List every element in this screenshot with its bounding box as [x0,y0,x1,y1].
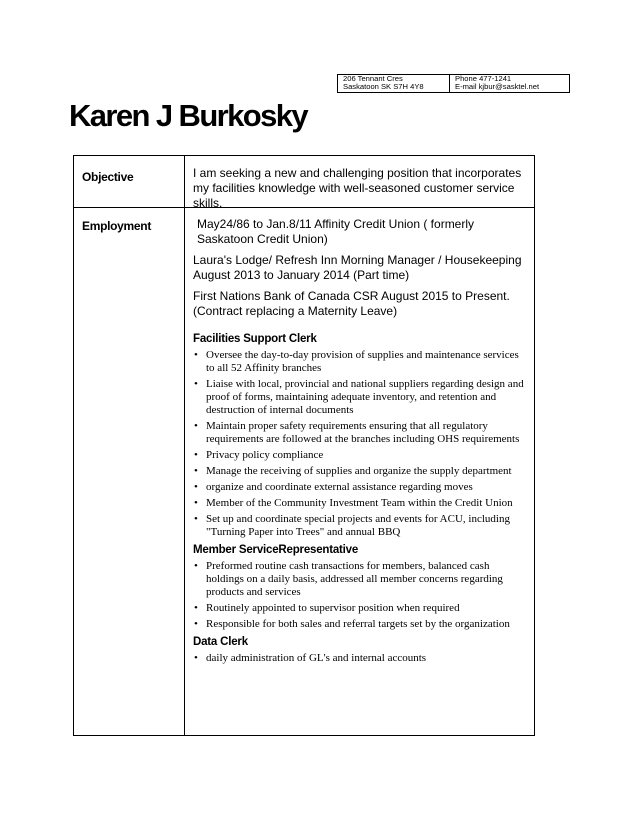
list-item: • daily administration of GL's and internal accounts [193,652,529,665]
list-item: • Set up and coordinate special projects and events for ACU, including "Turning Paper into Trees" and annual BBQ [193,513,529,539]
list-item: • Responsible for both sales and referral targets set by the organization [193,618,529,631]
address-cell [338,75,450,92]
list-item: • Liaise with local, provincial and national suppliers regarding design and proof of forms, maintaining adequate inventory, and retention and destruction of internal documents [193,378,529,417]
bullet-list [193,349,529,539]
address-line-2: Saskatoon SK S7H 4Y8 [343,82,424,91]
employment-label: Employment [82,219,152,233]
objective-text: I am seeking a new and challenging position that incorporates my facilities knowledge with well-seasoned customer service skills. [193,166,522,210]
list-item: • Member of the Community Investment Team within the Credit Union [193,497,529,510]
resume-name: Karen J Burkosky [69,98,308,133]
email: E-mail kjbur@sasktel.net [455,82,540,91]
section-title: Member ServiceRepresentative [193,544,359,556]
list-item: • Preformed routine cash transactions for members, balanced cash holdings on a daily basis, addressed all member concerns regarding products and services [193,560,529,599]
employment-entry: Laura's Lodge/ Refresh Inn Morning Manager / Housekeeping August 2013 to January 2014 (Part time) [193,253,522,282]
list-item: • organize and coordinate external assistance regarding moves [193,481,529,494]
resume-table [73,155,535,736]
contact-box [337,74,570,93]
list-item: • Privacy policy compliance [193,449,529,462]
employment-entry: May24/86 to Jan.8/11 Affinity Credit Union ( formerly Saskatoon Credit Union) [197,217,475,246]
list-item: • Routinely appointed to supervisor position when required [193,602,529,615]
bullet-list [193,652,529,665]
section-title: Data Clerk [193,636,248,648]
list-item: • Manage the receiving of supplies and organize the supply department [193,465,529,478]
bullet-list [193,560,529,631]
employment-content [193,217,529,668]
column-divider [184,156,185,735]
phone-email-cell [450,75,569,92]
section-title: Facilities Support Clerk [193,333,317,345]
list-item: • Maintain proper safety requirements ensuring that all regulatory requirements are followed at the branches including OHS requirements [193,420,529,446]
list-item: • Oversee the day-to-day provision of supplies and maintenance services to all 52 Affinity branches [193,349,529,375]
address-line-1: 206 Tennant Cres [343,74,403,83]
objective-label: Objective [82,170,134,184]
employment-entry: First Nations Bank of Canada CSR August 2015 to Present. (Contract replacing a Maternity Leave) [193,289,510,318]
phone: Phone 477-1241 [455,74,512,83]
